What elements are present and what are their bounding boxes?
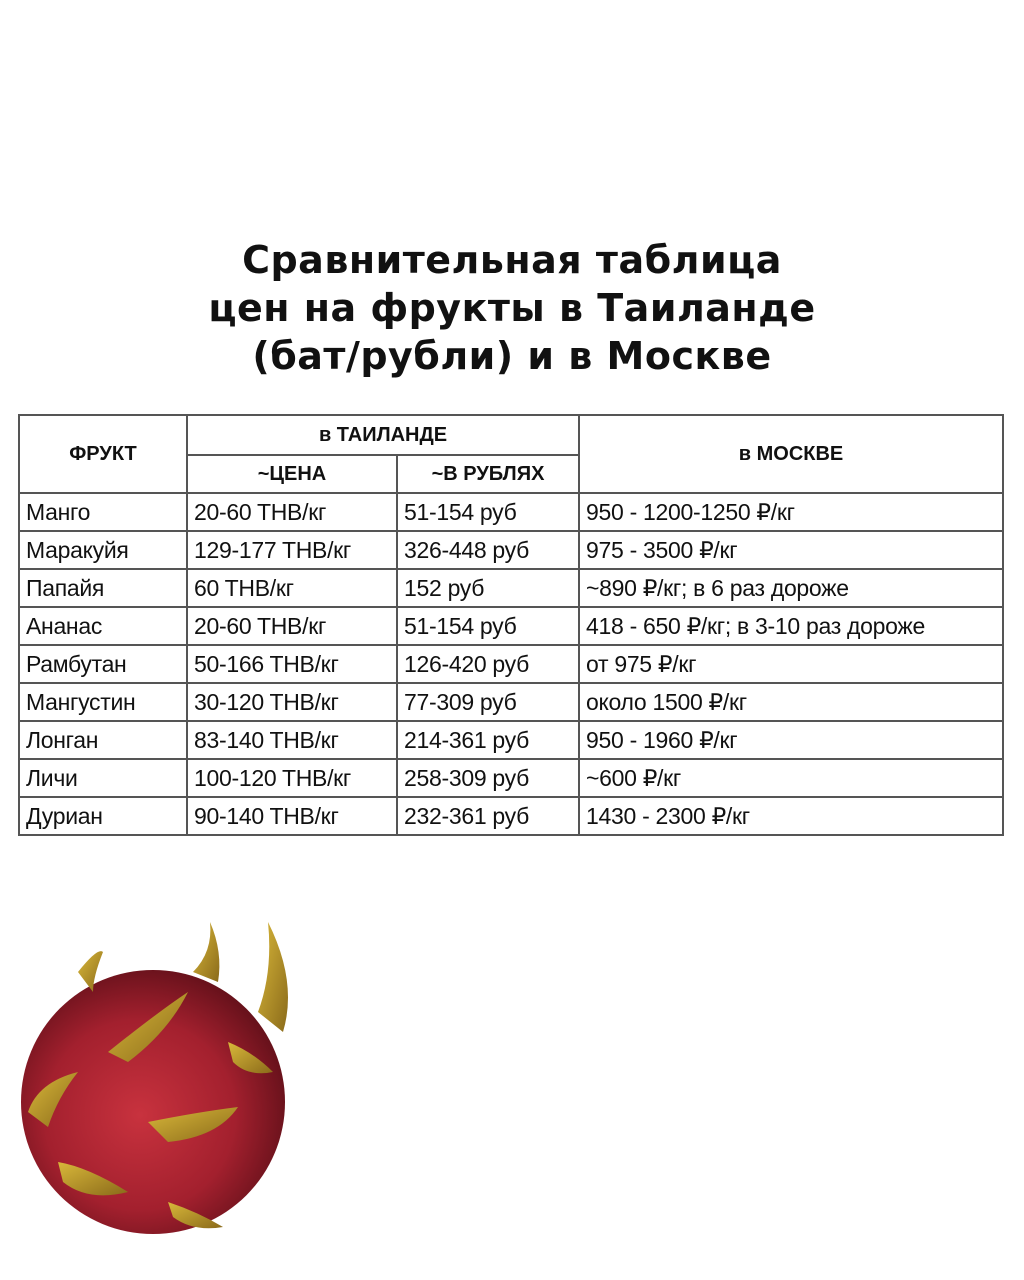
cell-fruit: Дуриан [19,797,187,835]
header-rub: ~В РУБЛЯХ [397,455,579,493]
cell-price-thb: 60 THB/кг [187,569,397,607]
table-row [19,797,1003,835]
cell-price-rub: 326-448 руб [397,531,579,569]
cell-fruit: Мангустин [19,683,187,721]
cell-price-moscow: 950 - 1200-1250 ₽/кг [579,493,1003,531]
cell-price-thb: 100-120 THB/кг [187,759,397,797]
cell-price-thb: 20-60 THB/кг [187,493,397,531]
cell-fruit: Папайя [19,569,187,607]
cell-price-thb: 90-140 THB/кг [187,797,397,835]
cell-price-rub: 51-154 руб [397,493,579,531]
cell-price-moscow: ~600 ₽/кг [579,759,1003,797]
cell-fruit: Рамбутан [19,645,187,683]
table-row [19,493,1003,531]
cell-fruit: Ананас [19,607,187,645]
title-line-1: Сравнительная таблица [242,238,782,282]
cell-price-moscow: от 975 ₽/кг [579,645,1003,683]
title-line-2: цен на фрукты в Таиланде [208,286,816,330]
cell-price-moscow: 1430 - 2300 ₽/кг [579,797,1003,835]
title-line-3: (бат/рубли) и в Москве [252,334,772,378]
cell-price-moscow: ~890 ₽/кг; в 6 раз дороже [579,569,1003,607]
header-moscow: в МОСКВЕ [579,415,1003,493]
cell-price-rub: 214-361 руб [397,721,579,759]
cell-fruit: Лонган [19,721,187,759]
price-comparison-table [18,414,1004,836]
cell-price-thb: 129-177 THB/кг [187,531,397,569]
table-row [19,759,1003,797]
cell-price-moscow: около 1500 ₽/кг [579,683,1003,721]
cell-price-thb: 50-166 THB/кг [187,645,397,683]
cell-price-thb: 30-120 THB/кг [187,683,397,721]
table-row [19,683,1003,721]
cell-price-thb: 83-140 THB/кг [187,721,397,759]
cell-fruit: Маракуйя [19,531,187,569]
cell-price-moscow: 975 - 3500 ₽/кг [579,531,1003,569]
cell-price-rub: 126-420 руб [397,645,579,683]
cell-fruit: Манго [19,493,187,531]
cell-price-rub: 152 руб [397,569,579,607]
cell-fruit: Личи [19,759,187,797]
cell-price-moscow: 950 - 1960 ₽/кг [579,721,1003,759]
cell-price-rub: 77-309 руб [397,683,579,721]
table-row [19,607,1003,645]
table-row [19,531,1003,569]
header-price: ~ЦЕНА [187,455,397,493]
dragon-fruit-icon [18,912,298,1242]
cell-price-rub: 51-154 руб [397,607,579,645]
header-thailand: в ТАИЛАНДЕ [187,415,579,455]
header-fruit: ФРУКТ [19,415,187,493]
cell-price-rub: 232-361 руб [397,797,579,835]
table-row [19,569,1003,607]
cell-price-thb: 20-60 THB/кг [187,607,397,645]
page-title [0,236,1024,380]
table-row [19,721,1003,759]
table-row [19,645,1003,683]
cell-price-moscow: 418 - 650 ₽/кг; в 3-10 раз дороже [579,607,1003,645]
cell-price-rub: 258-309 руб [397,759,579,797]
table-body [19,493,1003,835]
